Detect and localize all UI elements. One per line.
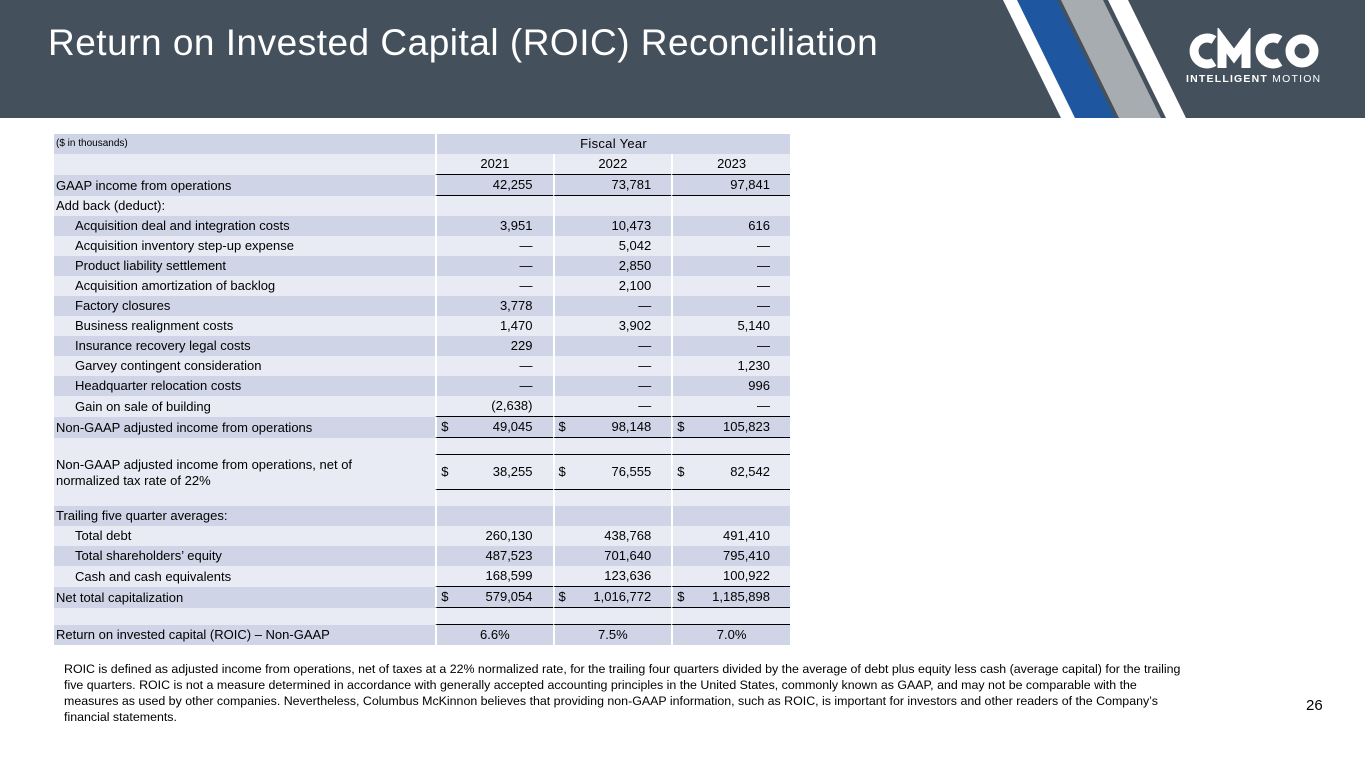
table-row: Non-GAAP adjusted income from operations $ 49,045 $ 98,148 $ 105,823 <box>54 417 790 438</box>
spacer-row <box>54 608 790 625</box>
table-row: Trailing five quarter averages: <box>54 506 790 526</box>
table-row: Non-GAAP adjusted income from operations, net of normalized tax rate of 22% $ 38,255 $ 76,555 $ 82,542 <box>54 455 790 490</box>
fiscal-year-label: Fiscal Year <box>435 134 790 154</box>
table-row: Acquisition inventory step-up expense — 5,042 — <box>54 236 790 256</box>
page-number: 26 <box>1306 697 1323 714</box>
page-title: Return on Invested Capital (ROIC) Reconciliation <box>48 22 879 63</box>
table-row: Acquisition amortization of backlog — 2,100 — <box>54 276 790 296</box>
roic-table <box>54 134 790 645</box>
table-row: Headquarter relocation costs — — 996 <box>54 376 790 396</box>
table-row: Gain on sale of building (2,638) — — <box>54 396 790 417</box>
table-row: GAAP income from operations 42,255 73,781 97,841 <box>54 175 790 196</box>
footnote: ROIC is defined as adjusted income from operations, net of taxes at a 22% normalized rate, for the trailing four quarters divided by the average of debt plus equity less cash (average capital) for the trailing five quarters. ROIC is not a measure determined in accordance with generally accepted accounting principles in the United States, commonly known as GAAP, and may not be comparable with the measures as used by other companies. Nevertheless, Columbus McKinnon believes that providing non-GAAP information, such as ROIC, is important for investors and other readers of the Company’s financial statements. <box>64 662 1181 724</box>
logo-tagline: INTELLIGENT MOTION <box>1186 73 1322 85</box>
table-row: Total shareholders’ equity 487,523 701,640 795,410 <box>54 546 790 566</box>
year-header-row <box>54 154 790 175</box>
table-row: Product liability settlement — 2,850 — <box>54 256 790 276</box>
year-2023: 2023 <box>671 154 790 175</box>
table-row: Factory closures 3,778 — — <box>54 296 790 316</box>
table-row: Acquisition deal and integration costs 3,951 10,473 616 <box>54 216 790 236</box>
table-row: Add back (deduct): <box>54 196 790 216</box>
table-header-row <box>54 134 790 154</box>
header-bar <box>0 0 1365 118</box>
table-row: Cash and cash equivalents 168,599 123,636 100,922 <box>54 566 790 587</box>
year-2021: 2021 <box>435 154 552 175</box>
spacer-row <box>54 438 790 455</box>
units-label: ($ in thousands) <box>54 134 435 154</box>
table-row: Garvey contingent consideration — — 1,230 <box>54 356 790 376</box>
table-row: Business realignment costs 1,470 3,902 5,140 <box>54 316 790 336</box>
table-row: Return on invested capital (ROIC) – Non-GAAP 6.6% 7.5% 7.0% <box>54 625 790 645</box>
table-row: Total debt 260,130 438,768 491,410 <box>54 526 790 546</box>
table-row: Net total capitalization $ 579,054 $ 1,016,772 $ 1,185,898 <box>54 587 790 608</box>
year-2022: 2022 <box>553 154 672 175</box>
spacer-row <box>54 490 790 506</box>
table-row: Insurance recovery legal costs 229 — — <box>54 336 790 356</box>
